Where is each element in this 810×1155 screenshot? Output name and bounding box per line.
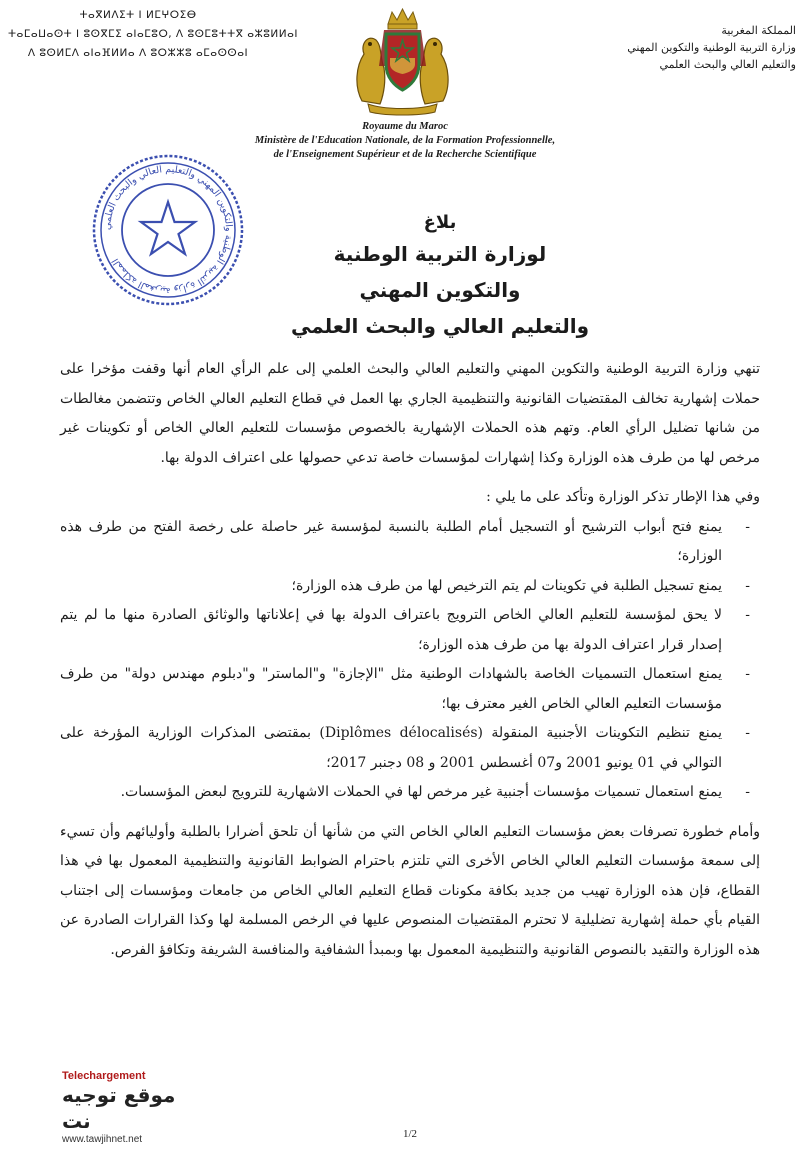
site-watermark <box>62 1070 202 1145</box>
bullet-dash: - <box>745 607 750 623</box>
bullet-dash: - <box>745 784 750 800</box>
list-item-text: يمنع تسجيل الطلبة في تكوينات لم يتم الترخيص لها من طرف هذه الوزارة؛ <box>291 577 722 594</box>
tifinagh-line-3: ⴷ ⵓⵙⵍⵎⴷ ⴰⵏⴰⴼⵍⵍⴰ ⴷ ⵓⵔⵣⵣⵓ ⴰⵎⴰⵙⵙⴰⵏ <box>27 47 249 59</box>
title-line-2: لوزارة التربية الوطنية والتكوين المهني <box>333 242 547 302</box>
title-line-1: بلاغ <box>423 212 457 233</box>
list-item-text: لا يحق لمؤسسة للتعليم العالي الخاص الترويج باعتراف الدولة بها في إعلاناتها والوثائق الصادرة منها ما لم يتم إصدار قرار اعتراف الدولة بها من طرف هذه الوزارة؛ <box>60 607 722 653</box>
list-item <box>60 601 760 660</box>
watermark-label: Telechargement <box>62 1070 146 1082</box>
list-item <box>60 660 760 719</box>
bullet-dash: - <box>745 518 750 535</box>
bullet-dash: - <box>745 666 750 682</box>
list-item <box>60 513 760 572</box>
bullet-dash: - <box>745 725 750 741</box>
list-item <box>60 778 760 808</box>
title-line-3: والتعليم العالي والبحث العلمي <box>290 314 590 338</box>
list-item-text: يمنع استعمال التسميات الخاصة بالشهادات الوطنية مثل "الإجازة" و"الماستر" و"دبلوم مهندس دولة" من طرف مؤسسات التعليم العالي الخاص الغير معترف بها؛ <box>60 666 722 712</box>
coat-of-arms-emblem <box>340 6 465 116</box>
bullet-dash: - <box>745 577 750 594</box>
lead-paragraph: وفي هذا الإطار تذكر الوزارة وتأكد على ما يلي : <box>486 489 760 505</box>
communique-title <box>290 210 590 344</box>
official-stamp-seal <box>88 150 248 310</box>
seal-ring-text: المملكة المغربية وزارة التربية الوطنية والتكوين المهني والتعليم العالي والبحث العلمي <box>101 163 235 297</box>
watermark-brand: موقع توجيه نت <box>62 1083 176 1133</box>
arabic-header <box>576 22 796 73</box>
provisions-list <box>60 513 760 808</box>
tifinagh-line-1: ⵜⴰⴳⵍⴷⵉⵜ ⵏ ⵍⵎⵖⵔⵉⴱ <box>79 9 197 21</box>
french-header-line-1: Royaume du Maroc <box>362 121 448 132</box>
list-item-text: يمنع فتح أبواب الترشيح أو التسجيل أمام الطلبة بالنسبة لمؤسسة غير حاصلة على رخصة الفتح من طرف هذه الوزارة؛ <box>60 518 722 564</box>
watermark-url: www.tawjihnet.net <box>62 1134 143 1145</box>
list-item-text: يمنع تنظيم التكوينات الأجنبية المنقولة (Diplômes délocalisés) بمقتضى المذكرات الوزارية المؤرخة على التوالي في 01 يونيو 2001 و07 أغسطس 2001 و 08 دجنبر 2017؛ <box>60 725 722 771</box>
communique-body <box>60 355 760 965</box>
list-item <box>60 719 760 778</box>
french-header-line-3: de l'Enseignement Supérieur et de la Recherche Scientifique <box>273 149 537 160</box>
page-number: 1/2 <box>402 1128 418 1140</box>
intro-paragraph: تنهي وزارة التربية الوطنية والتكوين المهني والتعليم العالي والبحث العلمي إلى علم الرأي العام أنها وقفت مؤخرا على حملات إشهارية تخالف المقتضيات القانونية والتنظيمية الجاري بها العمل في قطاع التعليم العالي الخاص وتتضمن مغالطات من شانها تضليل الرأي العام. وتهم هذه الحملات الإشهارية بالخصوص مؤسسات للتعليم العالي الخاص أو تكوينات غير مرخص لها من طرف هذه الوزارة وكذا إشهارات لمؤسسات خاصة تدعي حصولها على اعتراف الدولة بها. <box>60 361 760 466</box>
arabic-header-line-1: المملكة المغربية <box>721 24 796 37</box>
list-item <box>60 572 760 602</box>
tifinagh-line-2: ⵜⴰⵎⴰⵡⴰⵙⵜ ⵏ ⵓⵙⴳⵎⵉ ⴰⵏⴰⵎⵓⵔ, ⴷ ⵓⵙⵎⵓⵜⵜⴳ ⴰⵣⵓⵍⵍⴰⵏ <box>8 28 299 40</box>
french-header-line-2: Ministère de l'Education Nationale, de la Formation Professionnelle, <box>254 135 556 146</box>
seal-star-icon <box>141 202 195 254</box>
tifinagh-header <box>8 6 299 63</box>
list-item-text: يمنع استعمال تسميات مؤسسات أجنبية غير مرخص لها في الحملات الاشهارية للترويج لبعض المؤسسات. <box>120 784 722 800</box>
arabic-header-line-3: والتعليم العالي والبحث العلمي <box>659 58 796 71</box>
arabic-header-line-2: وزارة التربية الوطنية والتكوين المهني <box>627 41 796 54</box>
closing-paragraph: وأمام خطورة تصرفات بعض مؤسسات التعليم العالي الخاص التي من شأنها أن تلحق أضرارا بالطلبة وأوليائهم وأن تسيء إلى سمعة مؤسسات التعليم العالي الخاص الأخرى التي تلتزم باحترام الضوابط القانونية والتنظيمية المعمول بها في هذا القطاع، فإن هذه الوزارة تهيب من جديد بكافة مكونات قطاع التعليم العالي الخاص من جامعات ومؤسسات إلى اجتناب القيام بأي حملة إشهارية تضليلية لا تحترم المقتضيات المنصوص عليها في الرخص المسلمة لها وكذا القرارات الصادرة عن هذه الوزارة والتقيد بالنصوص القانونية والتنظيمية المعمول بها وبمبدأ الشفافية والمنافسة الشريفة وتكافؤ الفرص. <box>60 823 760 958</box>
